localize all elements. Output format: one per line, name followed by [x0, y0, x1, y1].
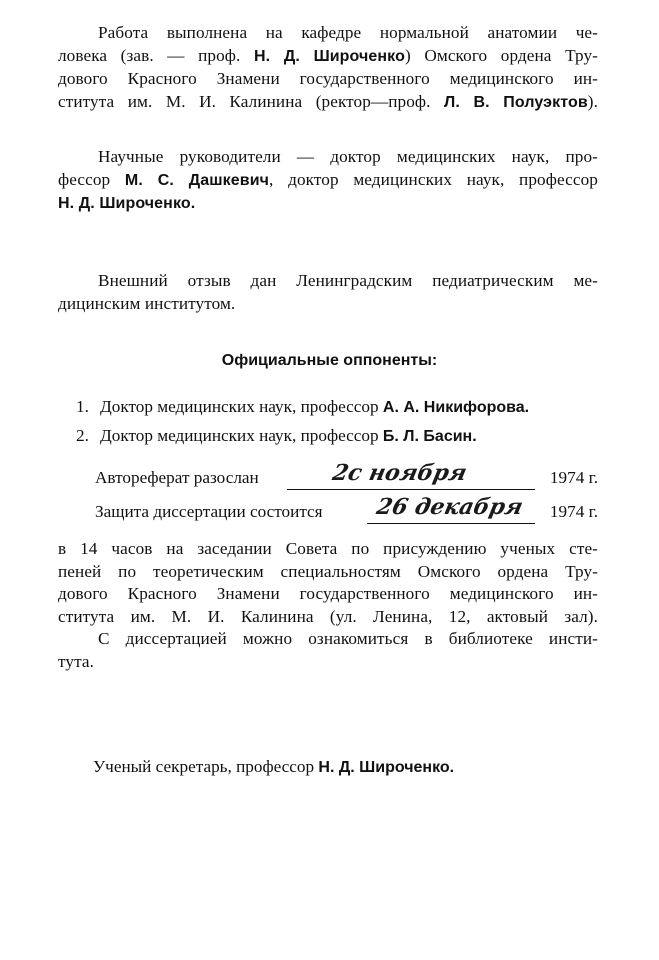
year: 1974 г. — [549, 468, 598, 487]
paragraph-library — [58, 628, 598, 673]
opponent-name: Б. Л. Басин. — [382, 428, 477, 445]
secretary-name: Н. Д. Широченко. — [318, 759, 455, 776]
line: ловека (зав. — проф. Н. Д. Широченко) Омского ордена Тру- — [58, 45, 599, 65]
paragraph-defense-details — [58, 538, 598, 628]
opponent-name: А. А. Никифорова. — [382, 399, 530, 416]
sent-label: Автореферат разослан — [95, 468, 259, 487]
line: ститута им. М. И. Калинина (ул. Ленина, 12, актовый зал). — [58, 606, 598, 626]
year: 1974 г. — [549, 502, 598, 521]
line: дового Красного Знамени государственного медицинского ин- — [58, 584, 598, 603]
line: дицинским институтом. — [58, 293, 236, 313]
defense-label: Защита диссертации состоится — [95, 502, 323, 521]
line: С диссертацией можно ознакомиться в библиотеке инсти- — [98, 629, 598, 648]
line: пеней по теоретическим специальностям Омского ордена Тру- — [58, 561, 598, 581]
handwritten-date: 26 декабря — [374, 494, 526, 520]
line: Научные руководители — доктор медицинских наук, про- — [98, 147, 598, 166]
paragraph-institution — [58, 22, 598, 114]
line: тута. — [58, 651, 95, 671]
line: дового Красного Знамени государственного медицинского ин- — [58, 69, 598, 88]
supervisor-name: М. С. Дашкевич — [124, 171, 270, 189]
line: фессор М. С. Дашкевич, доктор медицинских наук, профессор — [58, 169, 598, 189]
line — [58, 192, 598, 216]
opponents-heading: Официальные оппоненты: — [221, 352, 438, 369]
line: ститута им. М. И. Калинина (ректор—проф. Л. В. Полуэктов). — [58, 91, 598, 111]
opponent-item: 2. Доктор медицинских наук, профессор Б. Л. Басин. — [76, 426, 477, 445]
rector-name: Л. В. Полуэктов — [444, 93, 588, 111]
opponent-item: 1. Доктор медицинских наук, профессор А. А. Никифорова. — [76, 397, 530, 416]
line: Работа выполнена на кафедре нормальной анатомии че- — [98, 23, 598, 42]
line: Внешний отзыв дан Ленинградским педиатрическим ме- — [98, 271, 598, 290]
abstract-sent-row — [95, 460, 598, 494]
paragraph-supervisors — [58, 146, 598, 216]
defense-date-row — [95, 494, 598, 528]
head-name: Н. Д. Широченко — [253, 47, 405, 65]
fill-line — [367, 523, 535, 524]
paragraph-external-review — [58, 270, 598, 315]
handwritten-date: 2с ноября — [330, 460, 470, 486]
fill-line — [287, 489, 535, 490]
supervisor-name: Н. Д. Широченко. — [58, 195, 196, 212]
line: в 14 часов на заседании Совета по присуждению ученых сте- — [58, 539, 598, 558]
scientific-secretary: Ученый секретарь, профессор Н. Д. Широченко. — [93, 757, 455, 776]
